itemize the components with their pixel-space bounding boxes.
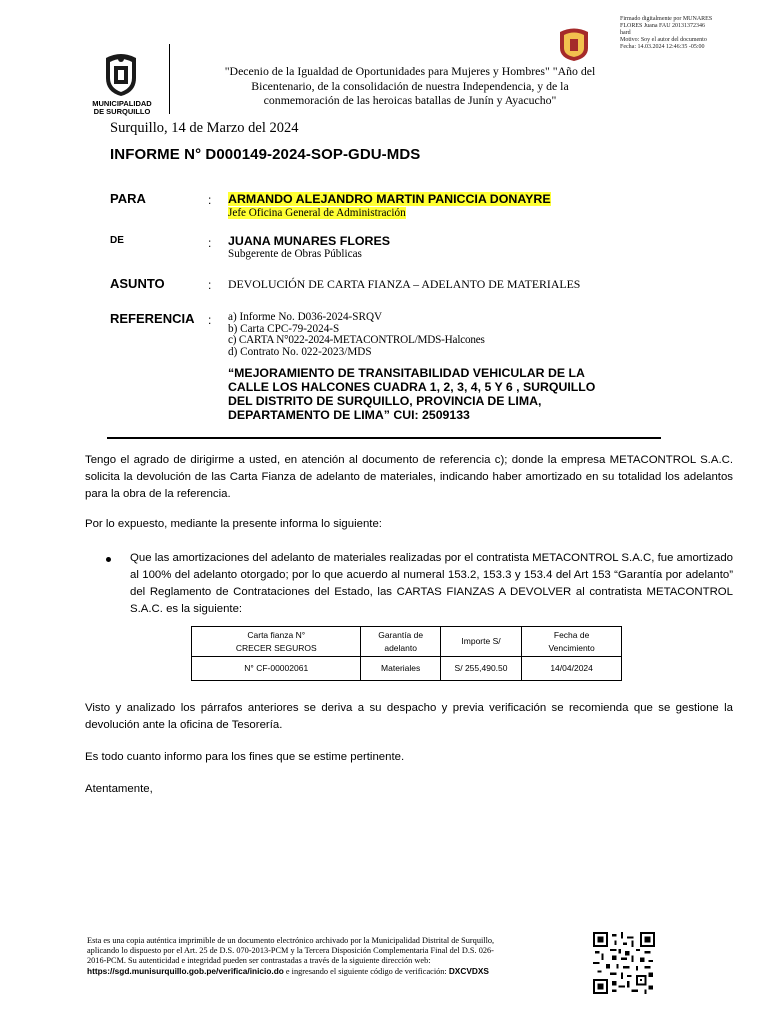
footer-note	[87, 936, 584, 977]
sig-line2: FLORES Juana FAU 20131372346	[620, 23, 706, 29]
decade-line3: conmemoración de las heroicas batallas de Junín y Ayacucho"	[263, 93, 557, 107]
project-line3: DEL DISTRITO DE SURQUILLO, PROVINCIA DE LIMA,	[228, 394, 542, 408]
reference-item: c) CARTA N°022-2024-METACONTROL/MDS-Halcones	[228, 334, 485, 346]
cell-carta: N° CF-00002061	[192, 657, 361, 681]
bullet-paragraph: Que las amortizaciones del adelanto de materiales realizadas por el contratista METACONTROL S.A.C, fue amortizado al 100% del adelanto otorgado; por lo que acuerdo al numeral 153.2, 153.3 y 153.4 del Art 153 “Garantía por adelanto” del Reglamento de Contrataciones del Estado, las CARTAS FIANZAS A DEVOLVER al contratista METACONTROL S.A.C. es la siguiente:	[130, 552, 733, 615]
verification-url[interactable]: https://sgd.munisurquillo.gob.pe/verifica/inicio.do	[87, 966, 284, 976]
project-line1: “MEJORAMIENTO DE TRANSITABILIDAD VEHICULAR DE LA	[228, 366, 585, 380]
para-label: PARA	[110, 191, 146, 206]
sig-line1: Firmado digitalmente por MUNARES	[620, 16, 713, 22]
municipality-name-line1: MUNICIPALIDAD	[92, 99, 152, 108]
qr-code-icon	[593, 932, 655, 994]
report-title: INFORME N° D000149-2024-SOP-GDU-MDS	[110, 146, 421, 163]
closing: Atentamente,	[85, 783, 153, 795]
sig-line3: hard	[620, 30, 631, 36]
footer-line2: aplicando lo dispuesto por el Art. 25 de D.S. 070-2013-PCM y la Tercera Disposición Complementaria Final del D.S. 026-	[87, 946, 494, 955]
municipality-name-line2: DE SURQUILLO	[93, 107, 151, 116]
de-label: DE	[110, 235, 124, 246]
header-divider	[169, 44, 170, 114]
decade-line2: Bicentenario, de la consolidación de nuestra Independencia, y de la	[251, 78, 569, 93]
para-role: Jefe Oficina General de Administración	[228, 207, 406, 219]
footer-line1: Esta es una copia auténtica imprimible de un documento electrónico archivado por la Municipalidad Distrital de Surquillo,	[87, 936, 495, 945]
decade-line1: "Decenio de la Igualdad de Oportunidades para Mujeres y Hombres" "Año del	[224, 64, 596, 78]
crest-icon	[98, 52, 144, 98]
footer-line4: https://sgd.munisurquillo.gob.pe/verifica/inicio.do e ingresando el siguiente código de verificación: DXCVDXS	[87, 966, 489, 976]
table-header-row	[192, 627, 622, 657]
referencia-label: REFERENCIA	[110, 311, 195, 326]
referencia-colon: :	[208, 313, 212, 327]
verification-code: DXCVDXS	[448, 966, 489, 976]
sig-line4: Motivo: Soy el autor del documento	[620, 37, 707, 43]
reference-item: b) Carta CPC-79-2024-S	[228, 322, 340, 335]
table-row	[192, 657, 622, 681]
asunto-colon: :	[208, 278, 212, 292]
body-paragraph-1: Tengo el agrado de dirigirme a usted, en atención al documento de referencia c); donde la empresa METACONTROL S.A.C. solicita la devolución de las Carta Fianza de adelanto de materiales, indicando haber amortizado en su totalidad los adelantos para la obra de la referencia.	[85, 454, 733, 500]
seal-icon	[554, 26, 594, 62]
carta-fianza-table	[191, 626, 622, 681]
de-role: Subgerente de Obras Públicas	[228, 248, 362, 260]
de-colon: :	[208, 236, 212, 250]
cell-fecha: 14/04/2024	[522, 657, 622, 681]
para-colon: :	[208, 193, 212, 207]
bullet-icon	[106, 557, 111, 562]
header-fecha: Fecha de Vencimiento	[522, 627, 622, 657]
footer-line3: 2016-PCM. Su autenticidad e integridad pueden ser contrastadas a través de la siguiente dirección web:	[87, 956, 431, 965]
asunto-text: DEVOLUCIÓN DE CARTA FIANZA – ADELANTO DE MATERIALES	[228, 277, 581, 291]
header-carta-fianza: Carta fianza N° CRECER SEGUROS	[192, 627, 361, 657]
de-name: JUANA MUNARES FLORES	[228, 234, 391, 248]
body-paragraph-3: Visto y analizado los párrafos anteriores se deriva a su despacho y previa verificación se recomienda que se gestione la devolución ante la oficina de Tesorería.	[85, 702, 733, 731]
place-date: Surquillo, 14 de Marzo del 2024	[110, 120, 299, 136]
body-paragraph-4: Es todo cuanto informo para los fines que se estime pertinente.	[85, 751, 405, 763]
section-divider	[107, 437, 661, 439]
project-line4: DEPARTAMENTO DE LIMA” CUI: 2509133	[228, 408, 470, 422]
municipality-crest	[98, 52, 144, 98]
reference-item: d) Contrato No. 022-2023/MDS	[228, 345, 372, 358]
reference-item: a) Informe No. D036-2024-SRQV	[228, 311, 383, 323]
para-name: ARMANDO ALEJANDRO MARTIN PANICCIA DONAYRE	[228, 192, 551, 206]
cell-garantia: Materiales	[361, 657, 440, 681]
qr-code[interactable]	[593, 932, 655, 994]
header-importe: Importe S/	[440, 627, 521, 657]
body-paragraph-2: Por lo expuesto, mediante la presente informa lo siguiente:	[85, 518, 382, 530]
asunto-label: ASUNTO	[110, 276, 165, 291]
header-garantia: Garantía de adelanto	[361, 627, 440, 657]
project-line2: CALLE LOS HALCONES CUADRA 1, 2, 3, 4, 5 Y 6 , SURQUILLO	[228, 380, 596, 394]
signature-seal	[554, 26, 594, 62]
cell-importe: S/ 255,490.50	[440, 657, 521, 681]
sig-line5: Fecha: 14.03.2024 12:46:35 -05:00	[620, 44, 705, 50]
